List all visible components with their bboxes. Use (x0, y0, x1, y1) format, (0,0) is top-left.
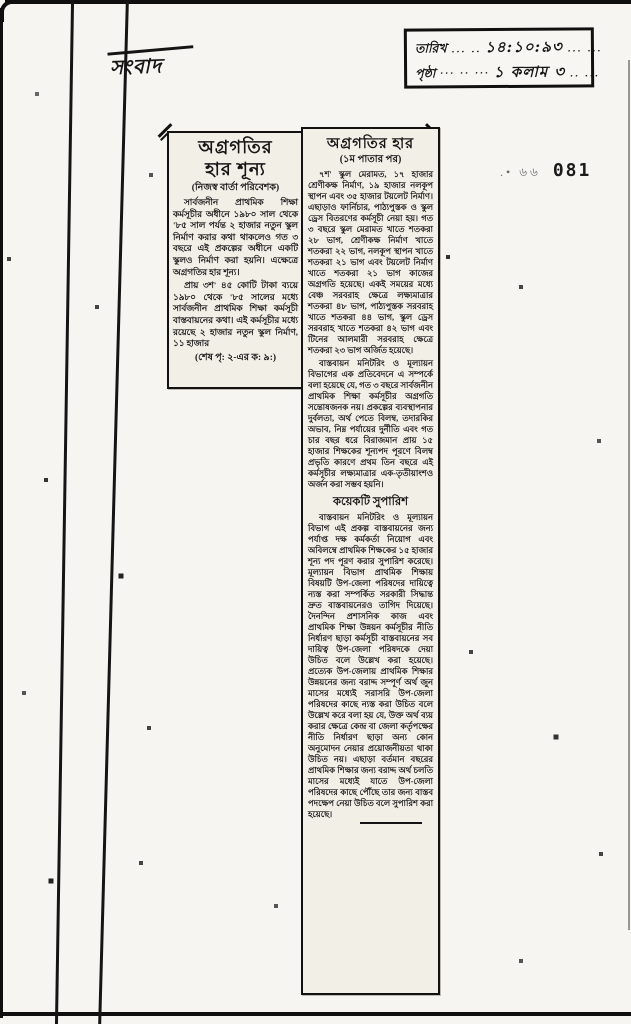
page-trailer: .. ... (569, 64, 600, 80)
page-corner (0, 0, 22, 22)
page-label: পৃষ্ঠা (415, 65, 436, 81)
handwritten-note: সংবাদ (109, 51, 188, 87)
continuation-note: (শেষ পৃ: ২-এর ক: ৯:) (194, 352, 277, 363)
margin-rule-line-2 (98, 0, 128, 1024)
headline-left (173, 136, 298, 180)
clipping-right-column (301, 127, 440, 995)
headline-line1: অগ্রগতির (198, 137, 273, 157)
serial-stamp-number: 081 (552, 160, 592, 181)
paragraph: সার্বজনীন প্রাথমিক শিক্ষা কর্মসূচীর অধীনে ১৯৮০ সাল থেকে '৮৫ সাল পর্যন্ত ২ হাজার নতুন স্কুল নির্মাণ করার কথা থাকলেও গত ৩ বছরে এই প্রকল্পের অধীনে একটি স্কুলও নির্মাণ করা হয়নি। এক্ষেত্রে অগ্রগতির হার শূন্য। (173, 197, 298, 277)
page-top-border (5, 0, 631, 4)
paragraph: ৭শ' স্কুল মেরামত, ১৭ হাজার শ্রেণীকক্ষ নির্মাণ, ১৯ হাজার নলকূপ স্থাপন এবং ৩৫ হাজার টয়লেট নির্মাণ। এছাড়াও ফার্নিচার, পাঠ্যপুস্তক ও স্কুল ড্রেস বিতরণের কর্মসূচী নেয়া হয়। গত ৩ বছরে স্কুল মেরামত খাতে শতকরা ২৮ ভাগ, শ্রেণীকক্ষ নির্মাণ খাতে শতকরা ২২ ভাগ, নলকূপ স্থাপন খাতে শতকরা ২১ ভাগ এবং টয়লেট নির্মাণ খাতে শতকরা ২১ ভাগ কাজের অগ্রগতি হয়েছে। একই সময়ের মধ্যে বেঞ্চ সরবরাহ ক্ষেত্রে লক্ষ্যমাত্রার শতকরা ৪৮ ভাগ, পাঠ্যপুস্তক সরবরাহ খাতে শতকরা ৪৪ ভাগ, স্কুল ড্রেস সরবরাহ খাতে শতকরা ৪২ ভাগ এবং টিনের আলমারী সরবরাহ ক্ষেত্রে শতকরা ২৩ ভাগ অর্জিত হয়েছে। (308, 170, 433, 355)
date-stamp-box (404, 27, 602, 88)
headline-right: অগ্রগতির হার (326, 136, 415, 152)
paragraph: বাস্তবায়ন মনিটরিং ও মূল্যায়ন বিভাগের এক প্রতিবেদনে এ সম্পর্কে বলা হয়েছে যে, গত ৩ বছরে সার্বজনীন প্রাথমিক শিক্ষা কর্মসূচীর অগ্রগতি সন্তোষজনক নয়। প্রকল্পের ব্যবস্থাপনার দুর্বলতা, অর্থ পেতে বিলম্ব, তদারকির অভাব, নিম্ন পর্যায়ের দুর্নীতি এবং গত চার বছর ধরে বিরাজমান প্রায় ১৫ হাজার শিক্ষকের শূন্যপদ পূরণে বিলম্ব প্রভৃতি কারণে প্রথম তিন বছরে এই কর্মসূচীর লক্ষ্যমাত্রার এক-তৃতীয়াংশও অর্জন করা সম্ভব হয়নি। (308, 359, 433, 489)
page-row (415, 59, 600, 85)
paragraph: বাস্তবায়ন মনিটরিং ও মূল্যায়ন বিভাগ এই প্রকল্প বাস্তবায়নের জন্য পর্যাপ্ত দক্ষ কর্মকর্তা নিয়োগ এবং অবিলম্বে প্রাথমিক শিক্ষকের ১৫ হাজার শূন্য পদ পূরণ করার সুপারিশ করেছে। মূল্যায়ন বিভাগ প্রাথমিক শিক্ষায় বিষয়টি উপ-জেলা পরিষদের দায়িত্বে ন্যস্ত করা সম্পর্কিত সরকারী সিদ্ধান্ত দ্রুত বাস্তবায়নেরও তাগিদ দিয়েছে। দৈনন্দিন প্রশাসনিক কাজ এবং প্রাথমিক শিক্ষা উন্নয়ন কর্মসূচীর নীতি নির্ধারণ ছাড়া কর্মসূচী বাস্তবায়নের সব দায়িত্ব উপ-জেলা পরিষদকে দেয়া উচিত বলে উল্লেখ করা হয়েছে। প্রত্যেক উপ-জেলায় প্রাথমিক শিক্ষার উন্নয়নের জন্য বরাদ্দ সম্পূর্ণ অর্থ জুন মাসের মধ্যেই সরাসরি উপ-জেলা পরিষদের কাছে ন্যস্ত করা উচিত বলে উল্লেখ করে বলা হয় যে, উক্ত অর্থ ব্যয় করার ক্ষেত্রে কেন্দ্র বা জেলা কর্তৃপক্ষের নীতি নির্ধারণ ছাড়া অন্য কোন অনুমোদন নেয়ার প্রয়োজনীয়তা থাকা উচিত নয়। এছাড়া বর্তমান বছরের প্রাথমিক শিক্ষার জন্য বরাদ্দ অর্থ চলতি মাসের মধ্যেই যাতে উপ-জেলা পরিষদের কাছে পৌঁছে তার জন্য বাস্তব পদক্ষেপ নেয়া উচিত বলে সুপারিশ করা হয়েছে। (308, 513, 433, 819)
page-left-edge (0, 8, 3, 1018)
serial-stamp-prefix: .• ৬৬ (500, 165, 541, 179)
continued-from-note: (১ম পাতার পর) (339, 154, 402, 165)
date-trailer: ... ... (566, 39, 602, 55)
clipping-left-column (167, 131, 304, 389)
page-right-edge (628, 60, 630, 930)
serial-stamp (500, 160, 591, 184)
article-end-rule (360, 822, 422, 824)
byline: (নিজস্ব বার্তা পরিবেশক) (191, 183, 280, 193)
date-row (414, 34, 602, 60)
page-bottom-border (0, 1012, 631, 1016)
date-value: ১৪:১০:৯৩ (485, 37, 563, 57)
paragraph: প্রায় ৩শ' ৪৫ কোটি টাকা ব্যয়ে ১৯৮০ থেকে '৮৫ সালের মধ্যে সার্বজনীন প্রাথমিক শিক্ষা কর্মসূচী বাস্তবায়নের কথা। এই কর্মসূচীর মধ্যে রয়েছে ২ হাজার নতুন স্কুল নির্মাণ, ১১ হাজার (173, 280, 298, 349)
date-leader: ... .. (450, 40, 481, 56)
page-leader: ··· ·· ··· (439, 65, 490, 81)
section-heading: কয়েকটি সুপারিশ (332, 496, 409, 508)
margin-rule-line-1 (55, 0, 74, 1024)
headline-line2: হার শূন্য (205, 159, 266, 179)
date-label: তারিখ (414, 40, 447, 56)
scan-noise (0, 0, 2, 2)
page-value: ১ কলাম ৩ (493, 62, 566, 82)
